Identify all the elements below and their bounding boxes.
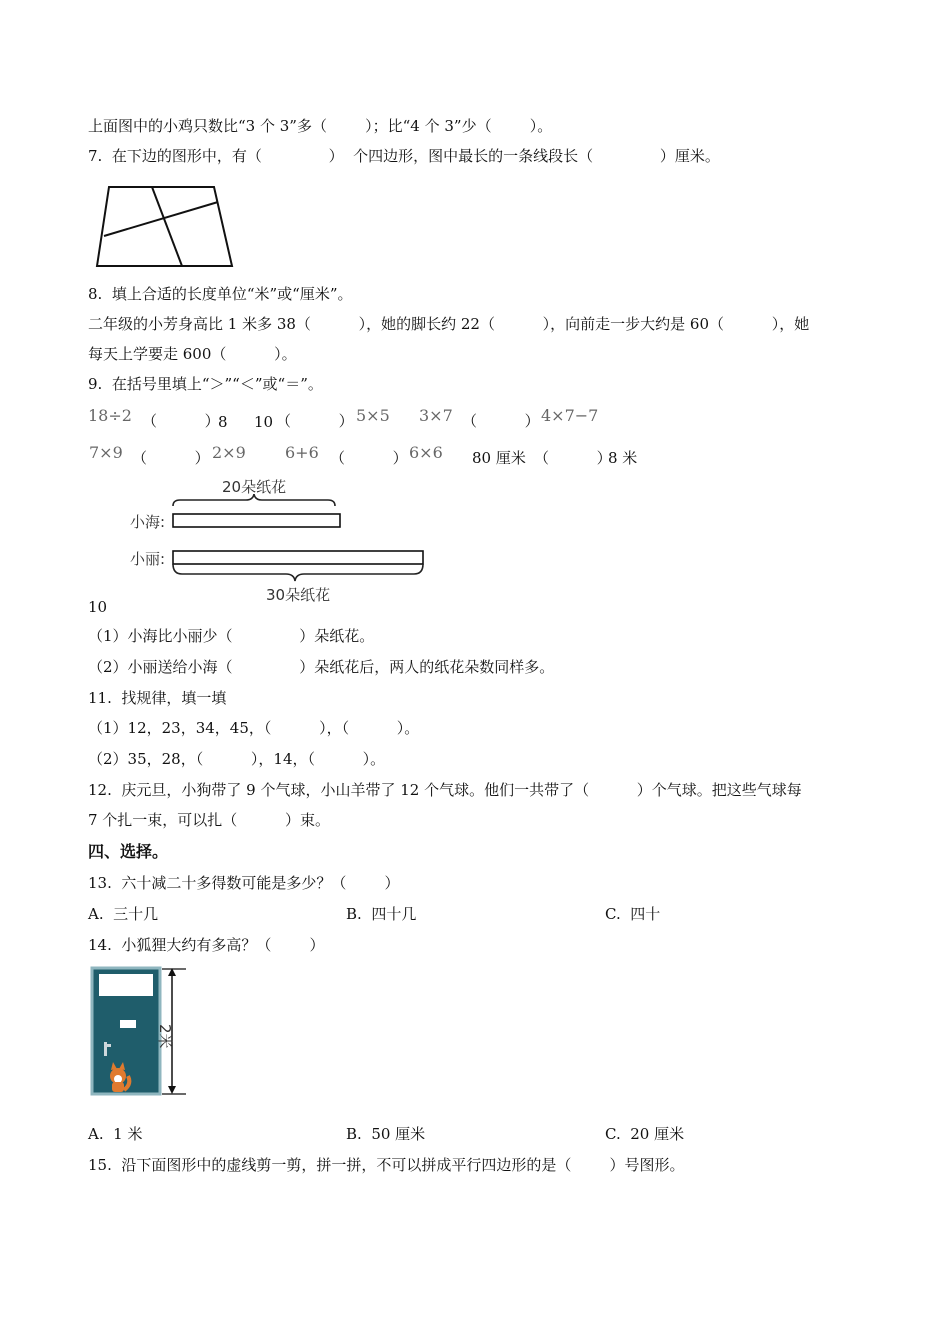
q6-tail-line: 上面图中的小鸡只数比“3 个 3”多（ ）；比“4 个 3”少（ ）。: [88, 117, 553, 135]
q12-line-b: 7 个扎一束，可以扎（ ）束。: [88, 811, 330, 829]
q8-line-b: 每天上学要走 600（ ）。: [88, 345, 297, 363]
q9-expr: 5×5: [356, 406, 390, 425]
section-4-heading: 四、选择。: [88, 842, 169, 861]
q12-line-a: 12. 庆元旦，小狗带了 9 个气球，小山羊带了 12 个气球。他们一共带了（ ）个气球。把这些气球每: [88, 781, 802, 799]
q9-expr: 7×9: [89, 443, 123, 462]
q10-bar-diagram: [168, 494, 430, 584]
q9-blank[interactable]: （ ）: [276, 412, 354, 430]
bottom-brace-label: 30朵纸花: [266, 586, 331, 604]
q9-expr: 3×7: [419, 406, 453, 425]
q9-blank[interactable]: （ ）: [132, 449, 210, 467]
q9-text: 9. 在括号里填上“＞”“＜”或“＝”。: [88, 375, 323, 393]
q9-expr: 6+6: [285, 443, 319, 462]
q9-value: 8: [218, 413, 228, 431]
q9-expr: 2×9: [212, 443, 246, 462]
q7-text: 7. 在下边的图形中，有（ ） 个四边形，图中最长的一条线段长（ ）厘米。: [88, 147, 720, 165]
q10-part1: （1）小海比小丽少（ ）朵纸花。: [88, 627, 375, 645]
q10-number: 10: [88, 598, 108, 616]
xiaohai-label: 小海:: [130, 513, 166, 531]
q9-blank[interactable]: （ ）: [330, 449, 408, 467]
q9-expr: 6×6: [409, 443, 443, 462]
q13-option-a[interactable]: A. 三十几: [88, 905, 159, 923]
q13-option-b[interactable]: B. 四十几: [346, 905, 417, 923]
q14-door-figure: [90, 966, 200, 1098]
q9-expr: 4×7−7: [541, 406, 599, 425]
q9-value: 10: [254, 413, 274, 431]
q9-value: 80 厘米: [472, 449, 526, 467]
q9-blank[interactable]: （ ）: [462, 412, 540, 430]
q8-text: 8. 填上合适的长度单位“米”或“厘米”。: [88, 285, 353, 303]
q9-expr: 18÷2: [88, 406, 132, 425]
q13-option-c[interactable]: C. 四十: [605, 905, 661, 923]
q9-blank[interactable]: （ ）: [142, 412, 220, 430]
q11-text: 11. 找规律，填一填: [88, 689, 227, 707]
xiaoli-label: 小丽:: [130, 550, 166, 568]
q14-option-c[interactable]: C. 20 厘米: [605, 1125, 685, 1143]
q9-blank[interactable]: （ ）: [534, 449, 612, 467]
q13-text: 13. 六十减二十多得数可能是多少？（ ）: [88, 874, 400, 892]
q8-line-a: 二年级的小芳身高比 1 米多 38（ ），她的脚长约 22（ ），向前走一步大约是 60（ ），她: [88, 315, 810, 333]
q14-option-a[interactable]: A. 1 米: [88, 1125, 143, 1143]
q11-part1: （1）12，23，34，45，（ ），（ ）。: [88, 719, 420, 737]
q9-value: 8 米: [608, 449, 638, 467]
q11-part2: （2）35，28，（ ），14，（ ）。: [88, 750, 386, 768]
q14-text: 14. 小狐狸大约有多高？（ ）: [88, 936, 325, 954]
q15-text: 15. 沿下面图形中的虚线剪一剪，拼一拼，不可以拼成平行四边形的是（ ）号图形。: [88, 1156, 685, 1174]
q14-option-b[interactable]: B. 50 厘米: [346, 1125, 426, 1143]
height-label: 2米: [156, 1024, 174, 1049]
top-brace-label: 20朵纸花: [222, 478, 287, 496]
q7-figure: [94, 184, 236, 270]
q10-part2: （2）小丽送给小海（ ）朵纸花后，两人的纸花朵数同样多。: [88, 658, 555, 676]
